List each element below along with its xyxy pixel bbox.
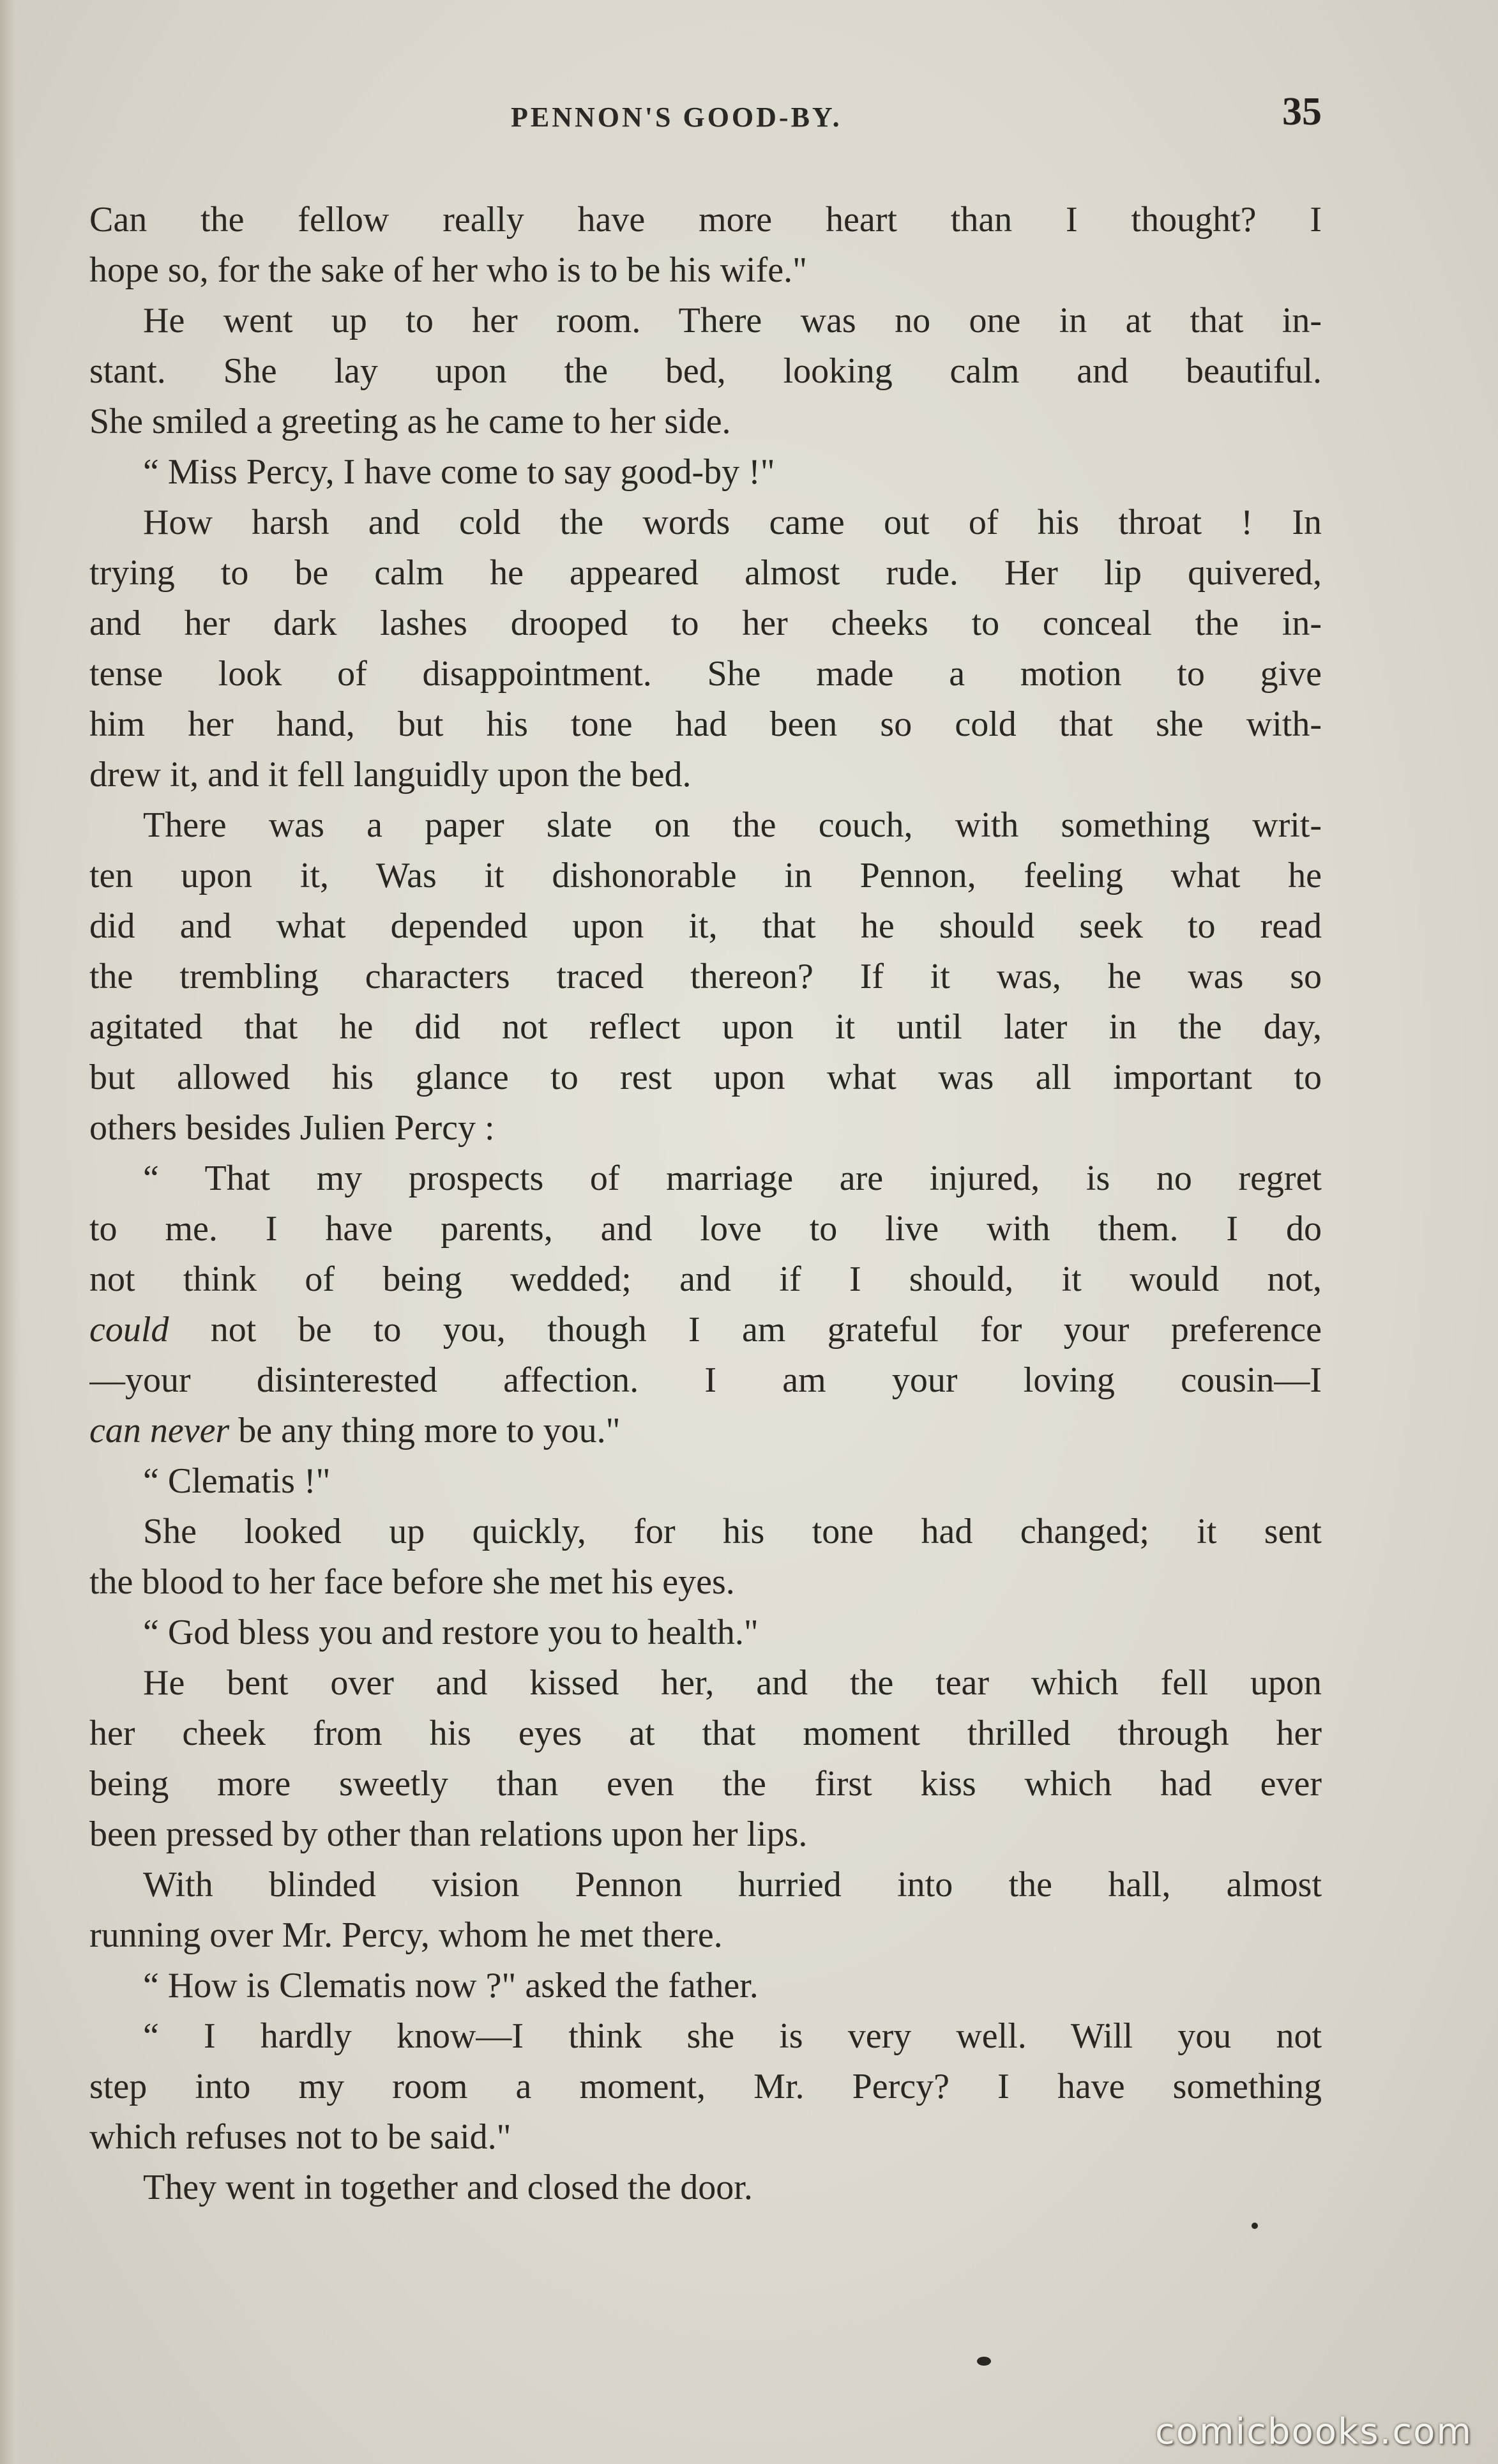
- text-line: but allowed his glance to rest upon what was all important to: [89, 1058, 1322, 1097]
- emphasis: could: [89, 1310, 169, 1350]
- text-line: “ Clematis !": [143, 1461, 331, 1501]
- text-line: tense look of disappointment. She made a motion to give: [89, 654, 1322, 694]
- page-header: [89, 89, 1322, 141]
- text-line: —your disinterested affection. I am your loving cousin—I: [89, 1360, 1322, 1400]
- text-line: not think of being wedded; and if I should, it would not,: [89, 1259, 1322, 1299]
- text-line: him her hand, but his tone had been so cold that she with-: [89, 704, 1322, 744]
- ink-speck: [977, 2357, 991, 2366]
- text-line: She smiled a greeting as he came to her side.: [89, 402, 731, 441]
- text-line: “ Miss Percy, I have come to say good-by !": [143, 452, 775, 492]
- text-line: With blinded vision Pennon hurried into the hall, almost: [143, 1865, 1322, 1905]
- text-line: her cheek from his eyes at that moment thrilled through her: [89, 1714, 1322, 1753]
- text-line: drew it, and it fell languidly upon the bed.: [89, 755, 692, 795]
- text-line: He bent over and kissed her, and the tear which fell upon: [143, 1663, 1322, 1703]
- text-line: She looked up quickly, for his tone had changed; it sent: [143, 1512, 1322, 1551]
- text-line: “ How is Clematis now ?" asked the father.: [143, 1966, 759, 2005]
- page-number: 35: [1282, 90, 1322, 133]
- text-line: others besides Julien Percy :: [89, 1108, 495, 1148]
- text-line: which refuses not to be said.": [89, 2117, 511, 2157]
- text-line: “ God bless you and restore you to health.": [143, 1613, 759, 1652]
- text-line: There was a paper slate on the couch, with something writ-: [143, 805, 1322, 845]
- text-line: did and what depended upon it, that he should seek to read: [89, 906, 1322, 946]
- text-line: and her dark lashes drooped to her cheeks to conceal the in-: [89, 604, 1322, 643]
- text-line: Can the fellow really have more heart than I thought? I: [89, 200, 1322, 240]
- text-line: How harsh and cold the words came out of his throat ! In: [143, 503, 1322, 542]
- text-line: could not be to you, though I am grateful for your preference: [89, 1310, 1322, 1350]
- text-line: stant. She lay upon the bed, looking calm and beautiful.: [89, 351, 1322, 391]
- text-line: trying to be calm he appeared almost rude. Her lip quivered,: [89, 553, 1322, 593]
- text-line: ten upon it, Was it dishonorable in Pennon, feeling what he: [89, 856, 1322, 895]
- running-head: PENNON'S GOOD-BY.: [511, 102, 842, 133]
- text-line: being more sweetly than even the first kiss which had ever: [89, 1764, 1322, 1804]
- text-line: step into my room a moment, Mr. Percy? I have something: [89, 2067, 1322, 2106]
- ink-speck: [1252, 2223, 1258, 2229]
- text-line: He went up to her room. There was no one in at that in-: [143, 301, 1322, 340]
- text-line: hope so, for the sake of her who is to be his wife.": [89, 250, 807, 290]
- text-line: “ I hardly know—I think she is very well. Will you not: [143, 2016, 1322, 2056]
- text-line: the trembling characters traced thereon? If it was, he was so: [89, 957, 1322, 996]
- text-line: been pressed by other than relations upon her lips.: [89, 1814, 808, 1854]
- text-line: can never be any thing more to you.": [89, 1411, 621, 1450]
- watermark: comicbooks.com: [1154, 2411, 1472, 2453]
- text-line: They went in together and closed the door.: [143, 2168, 753, 2207]
- emphasis: can never: [89, 1411, 230, 1450]
- text-line: “ That my prospects of marriage are injured, is no regret: [143, 1159, 1322, 1198]
- text-line: to me. I have parents, and love to live with them. I do: [89, 1209, 1322, 1249]
- text-line: agitated that he did not reflect upon it until later in the day,: [89, 1007, 1322, 1047]
- text-line: the blood to her face before she met his eyes.: [89, 1562, 735, 1602]
- body-text: [89, 195, 1322, 2213]
- spine-shadow: [0, 0, 22, 2464]
- text-line: running over Mr. Percy, whom he met there.: [89, 1915, 723, 1955]
